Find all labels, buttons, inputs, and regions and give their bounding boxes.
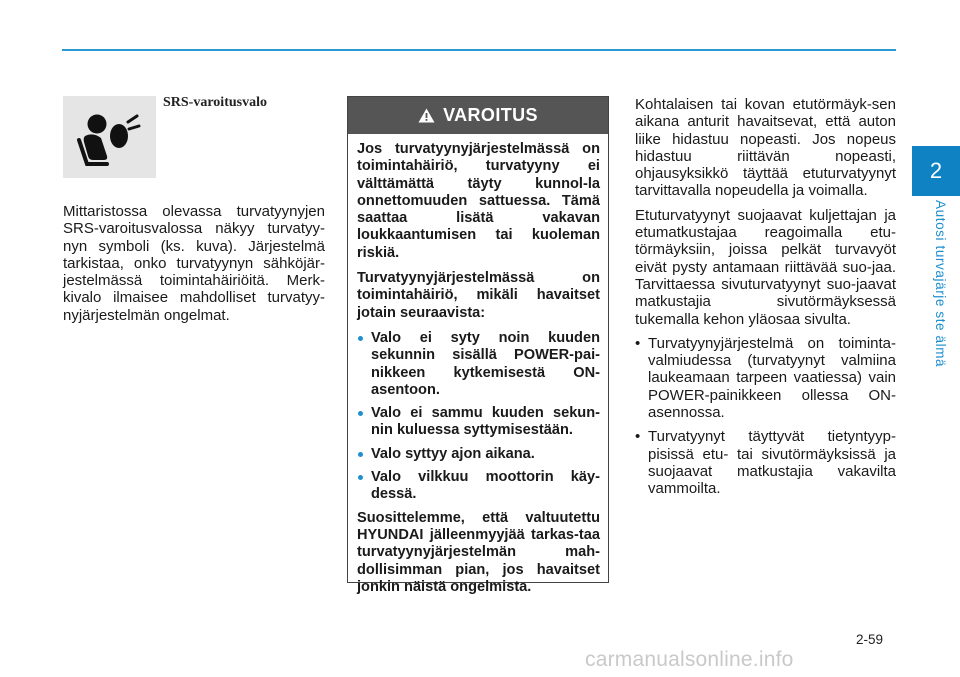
warning-item: Valo syttyy ajon aikana. <box>357 446 600 463</box>
bullet-list <box>635 335 896 498</box>
srs-description: Mittaristossa olevassa turvatyynyjen SRS-varoitusvalossa näkyy turvatyy-nyn symboli (ks. kuva). Järjestelmä tarkistaa, onko turvatyynyn sähköjär-jestelmässä toimintahäiriöitä. Merk-kivalo ilmaisee mahdolliset turvatyy-nyjärjestelmän ongelmat. <box>63 203 325 324</box>
warning-lead: Turvatyynyjärjestelmässä on toimintahäiriö, mikäli havaitset jotain seuraavista: <box>357 270 600 321</box>
warning-item: Valo ei syty noin kuuden sekunnin sisällä POWER-pai-nikkeen kytkemisestä ON-asentoon. <box>357 330 600 399</box>
list-item: • Turvatyynyjärjestelmä on toiminta-valmiudessa (turvatyynyt valmiina laukeamaan tarpeen vaatiessa) vain POWER-painikkeen ollessa ON-asennossa. <box>635 335 896 421</box>
chapter-number: 2 <box>929 158 943 183</box>
warning-title: VAROITUS <box>443 105 538 125</box>
list-item: • Turvatyynyt täyttyvät tietyntyyp-pisissä etu- tai sivutörmäyksissä ja suojaavat matkustajia vakavilta vammoilta. <box>635 428 896 497</box>
airbag-warning-icon <box>63 96 156 178</box>
page-number: 2-59 <box>856 632 884 647</box>
header-rule <box>62 49 896 51</box>
warning-triangle-icon <box>418 108 435 123</box>
warning-header <box>348 97 608 134</box>
right-column <box>635 96 896 505</box>
chapter-tab[interactable] <box>912 146 960 196</box>
watermark-link[interactable]: carmanualsonline.info <box>585 648 794 671</box>
warning-intro: Jos turvatyynyjärjestelmässä on toimintahäiriö, turvatyyny ei välttämättä täyty kunnol-la onnettomuuden sattuessa. Tämä saattaa lisätä vakavan loukkaantumisen tai kuoleman riskiä. <box>357 141 600 261</box>
warning-closing: Suosittelemme, että valtuutettu HYUNDAI jälleenmyyjää tarkas-taa turvatyynyjärjestelmän mah-dollisimman pian, jos havaitset jonkin näistä ongelmista. <box>357 509 600 595</box>
warning-item: Valo ei sammu kuuden sekun-nin kuluessa syttymisestään. <box>357 405 600 440</box>
warning-item: Valo vilkkuu moottorin käy-dessä. <box>357 469 600 504</box>
warning-list <box>357 330 600 504</box>
paragraph: Etuturvatyynyt suojaavat kuljettajan ja etumatkustajaa reagoimalla etu-törmäyksiin, joissa pelkät turvavyöt eivät pysty antamaan riittävää suo-jaa. Tarvittaessa sivuturvatyynyt suo-jaavat matkustajia sivutörmäyksessä tukemalla kehon yläosaa sivulta. <box>635 206 896 328</box>
paragraph: Kohtalaisen tai kovan etutörmäyk-sen aikana anturit havaitsevat, että auton liike hidastuu nopeasti. Jos nopeus hidastuu riittävän nopeasti, ohjausyksikkö täyttää etuturvatyynyt tarvittavalla nopeudella ja voimalla. <box>635 96 896 200</box>
warning-box <box>347 96 609 595</box>
section-heading: SRS-varoitusvalo <box>163 95 267 110</box>
warning-body <box>348 134 608 596</box>
chapter-title: Autosi turvajärje ste älmä <box>933 200 948 368</box>
